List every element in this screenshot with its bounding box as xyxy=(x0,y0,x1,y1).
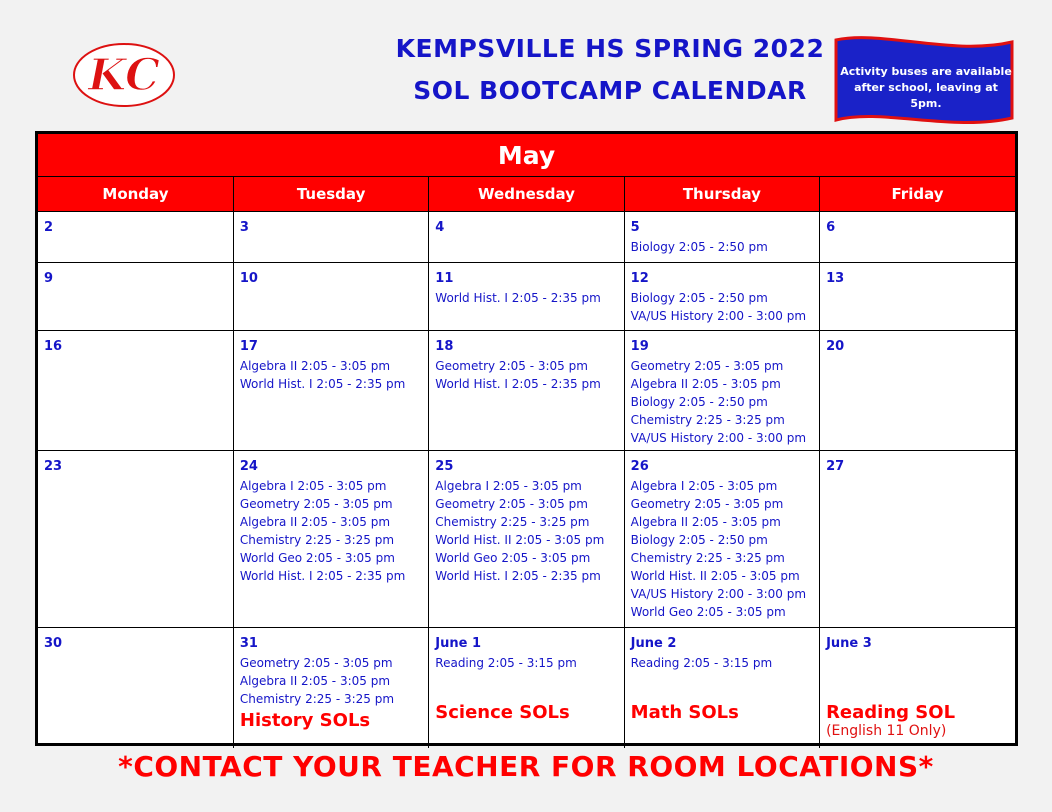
session-entry: Algebra II 2:05 - 3:05 pm xyxy=(239,515,391,529)
session-entry: World Geo 2:05 - 3:05 pm xyxy=(435,551,591,565)
day-number: 17 xyxy=(239,339,258,354)
day-number: 16 xyxy=(44,339,63,354)
day-number: 5 xyxy=(630,220,640,235)
day-number: June 3 xyxy=(826,636,872,651)
day-number: 18 xyxy=(435,339,454,354)
session-entry: Algebra II 2:05 - 3:05 pm xyxy=(630,515,781,529)
week-row xyxy=(38,628,1015,748)
calendar xyxy=(35,131,1018,746)
session-entry: VA/US History 2:00 - 3:00 pm xyxy=(630,431,807,445)
session-entry: World Geo 2:05 - 3:05 pm xyxy=(239,551,395,565)
weekday-header: Monday xyxy=(38,177,233,212)
session-entry: Geometry 2:05 - 3:05 pm xyxy=(630,497,784,511)
day-cell xyxy=(38,212,233,263)
session-entry: World Hist. I 2:05 - 2:35 pm xyxy=(435,569,601,583)
session-entry: Geometry 2:05 - 3:05 pm xyxy=(239,656,393,670)
weekday-header: Friday xyxy=(820,177,1015,212)
session-entry: Chemistry 2:25 - 3:25 pm xyxy=(435,515,590,529)
calendar-body xyxy=(38,212,1015,748)
week-row xyxy=(38,451,1015,628)
day-cell xyxy=(429,263,624,331)
day-cell xyxy=(233,263,428,331)
day-cell xyxy=(38,628,233,748)
session-entry: Biology 2:05 - 2:50 pm xyxy=(630,240,768,254)
session-entry: Biology 2:05 - 2:50 pm xyxy=(630,533,768,547)
day-number: 10 xyxy=(239,271,258,286)
day-number: 11 xyxy=(435,271,454,286)
day-number: 27 xyxy=(826,459,845,474)
day-cell xyxy=(820,331,1015,451)
session-entry: Chemistry 2:25 - 3:25 pm xyxy=(630,413,785,427)
day-cell xyxy=(38,451,233,628)
title-line-2: SOL BOOTCAMP CALENDAR xyxy=(413,76,807,105)
session-entry: Biology 2:05 - 2:50 pm xyxy=(630,395,768,409)
day-cell xyxy=(38,331,233,451)
session-entry: Geometry 2:05 - 3:05 pm xyxy=(435,497,588,511)
sol-test-label: History SOLs xyxy=(239,710,371,731)
day-number: 19 xyxy=(630,339,649,354)
session-entry: World Hist. I 2:05 - 2:35 pm xyxy=(435,377,601,391)
day-number: 31 xyxy=(239,636,258,651)
month-header: May xyxy=(38,134,1015,177)
session-entry: Chemistry 2:25 - 3:25 pm xyxy=(239,533,395,547)
session-entry: Chemistry 2:25 - 3:25 pm xyxy=(239,692,395,706)
day-cell xyxy=(233,212,428,263)
day-number: 30 xyxy=(44,636,63,651)
day-number: 26 xyxy=(630,459,649,474)
day-cell xyxy=(233,451,428,628)
day-cell xyxy=(429,628,624,748)
session-entry: World Hist. I 2:05 - 2:35 pm xyxy=(239,569,406,583)
session-entry: World Hist. II 2:05 - 3:05 pm xyxy=(435,533,605,547)
day-cell xyxy=(429,331,624,451)
calendar-grid xyxy=(38,177,1015,748)
day-cell xyxy=(233,628,428,748)
day-number: 6 xyxy=(826,220,836,235)
day-cell xyxy=(429,212,624,263)
day-number: 25 xyxy=(435,459,454,474)
weekday-header: Wednesday xyxy=(429,177,624,212)
week-row xyxy=(38,212,1015,263)
day-number: 3 xyxy=(239,220,249,235)
kc-logo xyxy=(72,42,176,108)
session-entry: World Geo 2:05 - 3:05 pm xyxy=(630,605,786,619)
title-line-1: KEMPSVILLE HS SPRING 2022 xyxy=(395,34,825,63)
week-row xyxy=(38,263,1015,331)
day-cell xyxy=(820,628,1015,748)
day-number: 24 xyxy=(239,459,258,474)
day-cell xyxy=(429,451,624,628)
session-entry: Biology 2:05 - 2:50 pm xyxy=(630,291,768,305)
sol-test-label: Reading SOL xyxy=(826,702,956,723)
session-entry: Reading 2:05 - 3:15 pm xyxy=(435,656,577,670)
session-entry: Algebra I 2:05 - 3:05 pm xyxy=(630,479,778,493)
day-cell xyxy=(624,628,819,748)
day-number: 23 xyxy=(44,459,63,474)
session-entry: Reading 2:05 - 3:15 pm xyxy=(630,656,773,670)
weekday-row xyxy=(38,177,1015,212)
day-cell xyxy=(624,451,819,628)
sol-test-label: Math SOLs xyxy=(630,702,739,723)
session-entry: Geometry 2:05 - 3:05 pm xyxy=(435,359,588,373)
day-number: 12 xyxy=(630,271,649,286)
session-entry: World Hist. I 2:05 - 2:35 pm xyxy=(435,291,601,305)
week-row xyxy=(38,331,1015,451)
weekday-header: Thursday xyxy=(624,177,819,212)
day-cell xyxy=(233,331,428,451)
footer-notice: *CONTACT YOUR TEACHER FOR ROOM LOCATIONS* xyxy=(118,750,934,783)
sol-note: (English 11 Only) xyxy=(826,723,947,739)
day-number: 4 xyxy=(435,220,445,235)
session-entry: Algebra II 2:05 - 3:05 pm xyxy=(630,377,781,391)
session-entry: VA/US History 2:00 - 3:00 pm xyxy=(630,309,807,323)
session-entry: Algebra I 2:05 - 3:05 pm xyxy=(239,479,387,493)
session-entry: Algebra II 2:05 - 3:05 pm xyxy=(239,359,391,373)
day-cell xyxy=(820,451,1015,628)
session-entry: World Hist. I 2:05 - 2:35 pm xyxy=(239,377,406,391)
day-cell xyxy=(820,212,1015,263)
day-number: 13 xyxy=(826,271,845,286)
weekday-header: Tuesday xyxy=(233,177,428,212)
session-entry: World Hist. II 2:05 - 3:05 pm xyxy=(630,569,800,583)
session-entry: Geometry 2:05 - 3:05 pm xyxy=(239,497,393,511)
day-number: June 1 xyxy=(435,636,482,651)
day-number: 20 xyxy=(826,339,845,354)
session-entry: Algebra II 2:05 - 3:05 pm xyxy=(239,674,391,688)
day-cell xyxy=(38,263,233,331)
day-number: June 2 xyxy=(630,636,677,651)
sol-test-label: Science SOLs xyxy=(435,702,570,723)
bus-note: Activity buses are available after school, leaving at 5pm. xyxy=(840,65,1012,110)
day-cell xyxy=(624,331,819,451)
page-title xyxy=(360,28,860,112)
session-entry: Algebra I 2:05 - 3:05 pm xyxy=(435,479,582,493)
logo-text: KC xyxy=(87,50,161,101)
day-cell xyxy=(820,263,1015,331)
session-entry: Geometry 2:05 - 3:05 pm xyxy=(630,359,784,373)
day-number: 2 xyxy=(44,220,54,235)
session-entry: Chemistry 2:25 - 3:25 pm xyxy=(630,551,785,565)
day-cell xyxy=(624,212,819,263)
day-cell xyxy=(624,263,819,331)
day-number: 9 xyxy=(44,271,54,286)
session-entry: VA/US History 2:00 - 3:00 pm xyxy=(630,587,807,601)
